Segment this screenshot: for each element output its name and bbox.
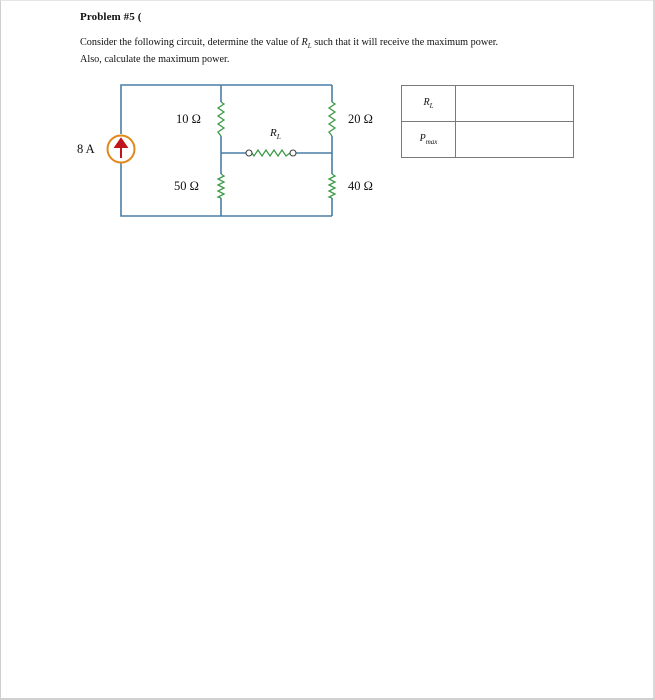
statement-line-1: Consider the following circuit, determine the value of $R_L$ such that it will receive the maximum power. [80, 37, 499, 51]
resistor-load [252, 150, 290, 156]
resistor-label-50: 50 Ω [174, 179, 199, 193]
rl-label-cell: $R_L$ [402, 86, 456, 122]
wire-left-top [121, 85, 221, 134]
rl-inline-symbol: $R_L$ [301, 37, 312, 51]
problem-title: Problem #5 ( [80, 11, 142, 23]
resistor-label-40: 40 Ω [348, 179, 373, 193]
pmax-label-cell: $P_{max}$ [402, 122, 456, 158]
resistor-label-20: 20 Ω [348, 112, 373, 126]
source-label: 8 A [77, 142, 95, 156]
load-terminal-left [246, 150, 252, 156]
answer-table [401, 85, 574, 158]
rl-answer-field[interactable] [456, 86, 574, 122]
pmax-answer-field[interactable] [456, 122, 574, 158]
table-row [402, 86, 574, 122]
resistor-20-ohm [329, 102, 335, 136]
resistor-10-ohm [218, 102, 224, 136]
resistor-50-ohm [218, 174, 224, 198]
load-resistor-label: $R_L$ [270, 127, 281, 142]
statement-line-2: Also, calculate the maximum power. [80, 54, 230, 66]
resistor-label-10: 10 Ω [176, 112, 201, 126]
resistor-40-ohm [329, 174, 335, 198]
wire-left-bottom [121, 163, 221, 216]
load-terminal-right [290, 150, 296, 156]
table-row [402, 122, 574, 158]
